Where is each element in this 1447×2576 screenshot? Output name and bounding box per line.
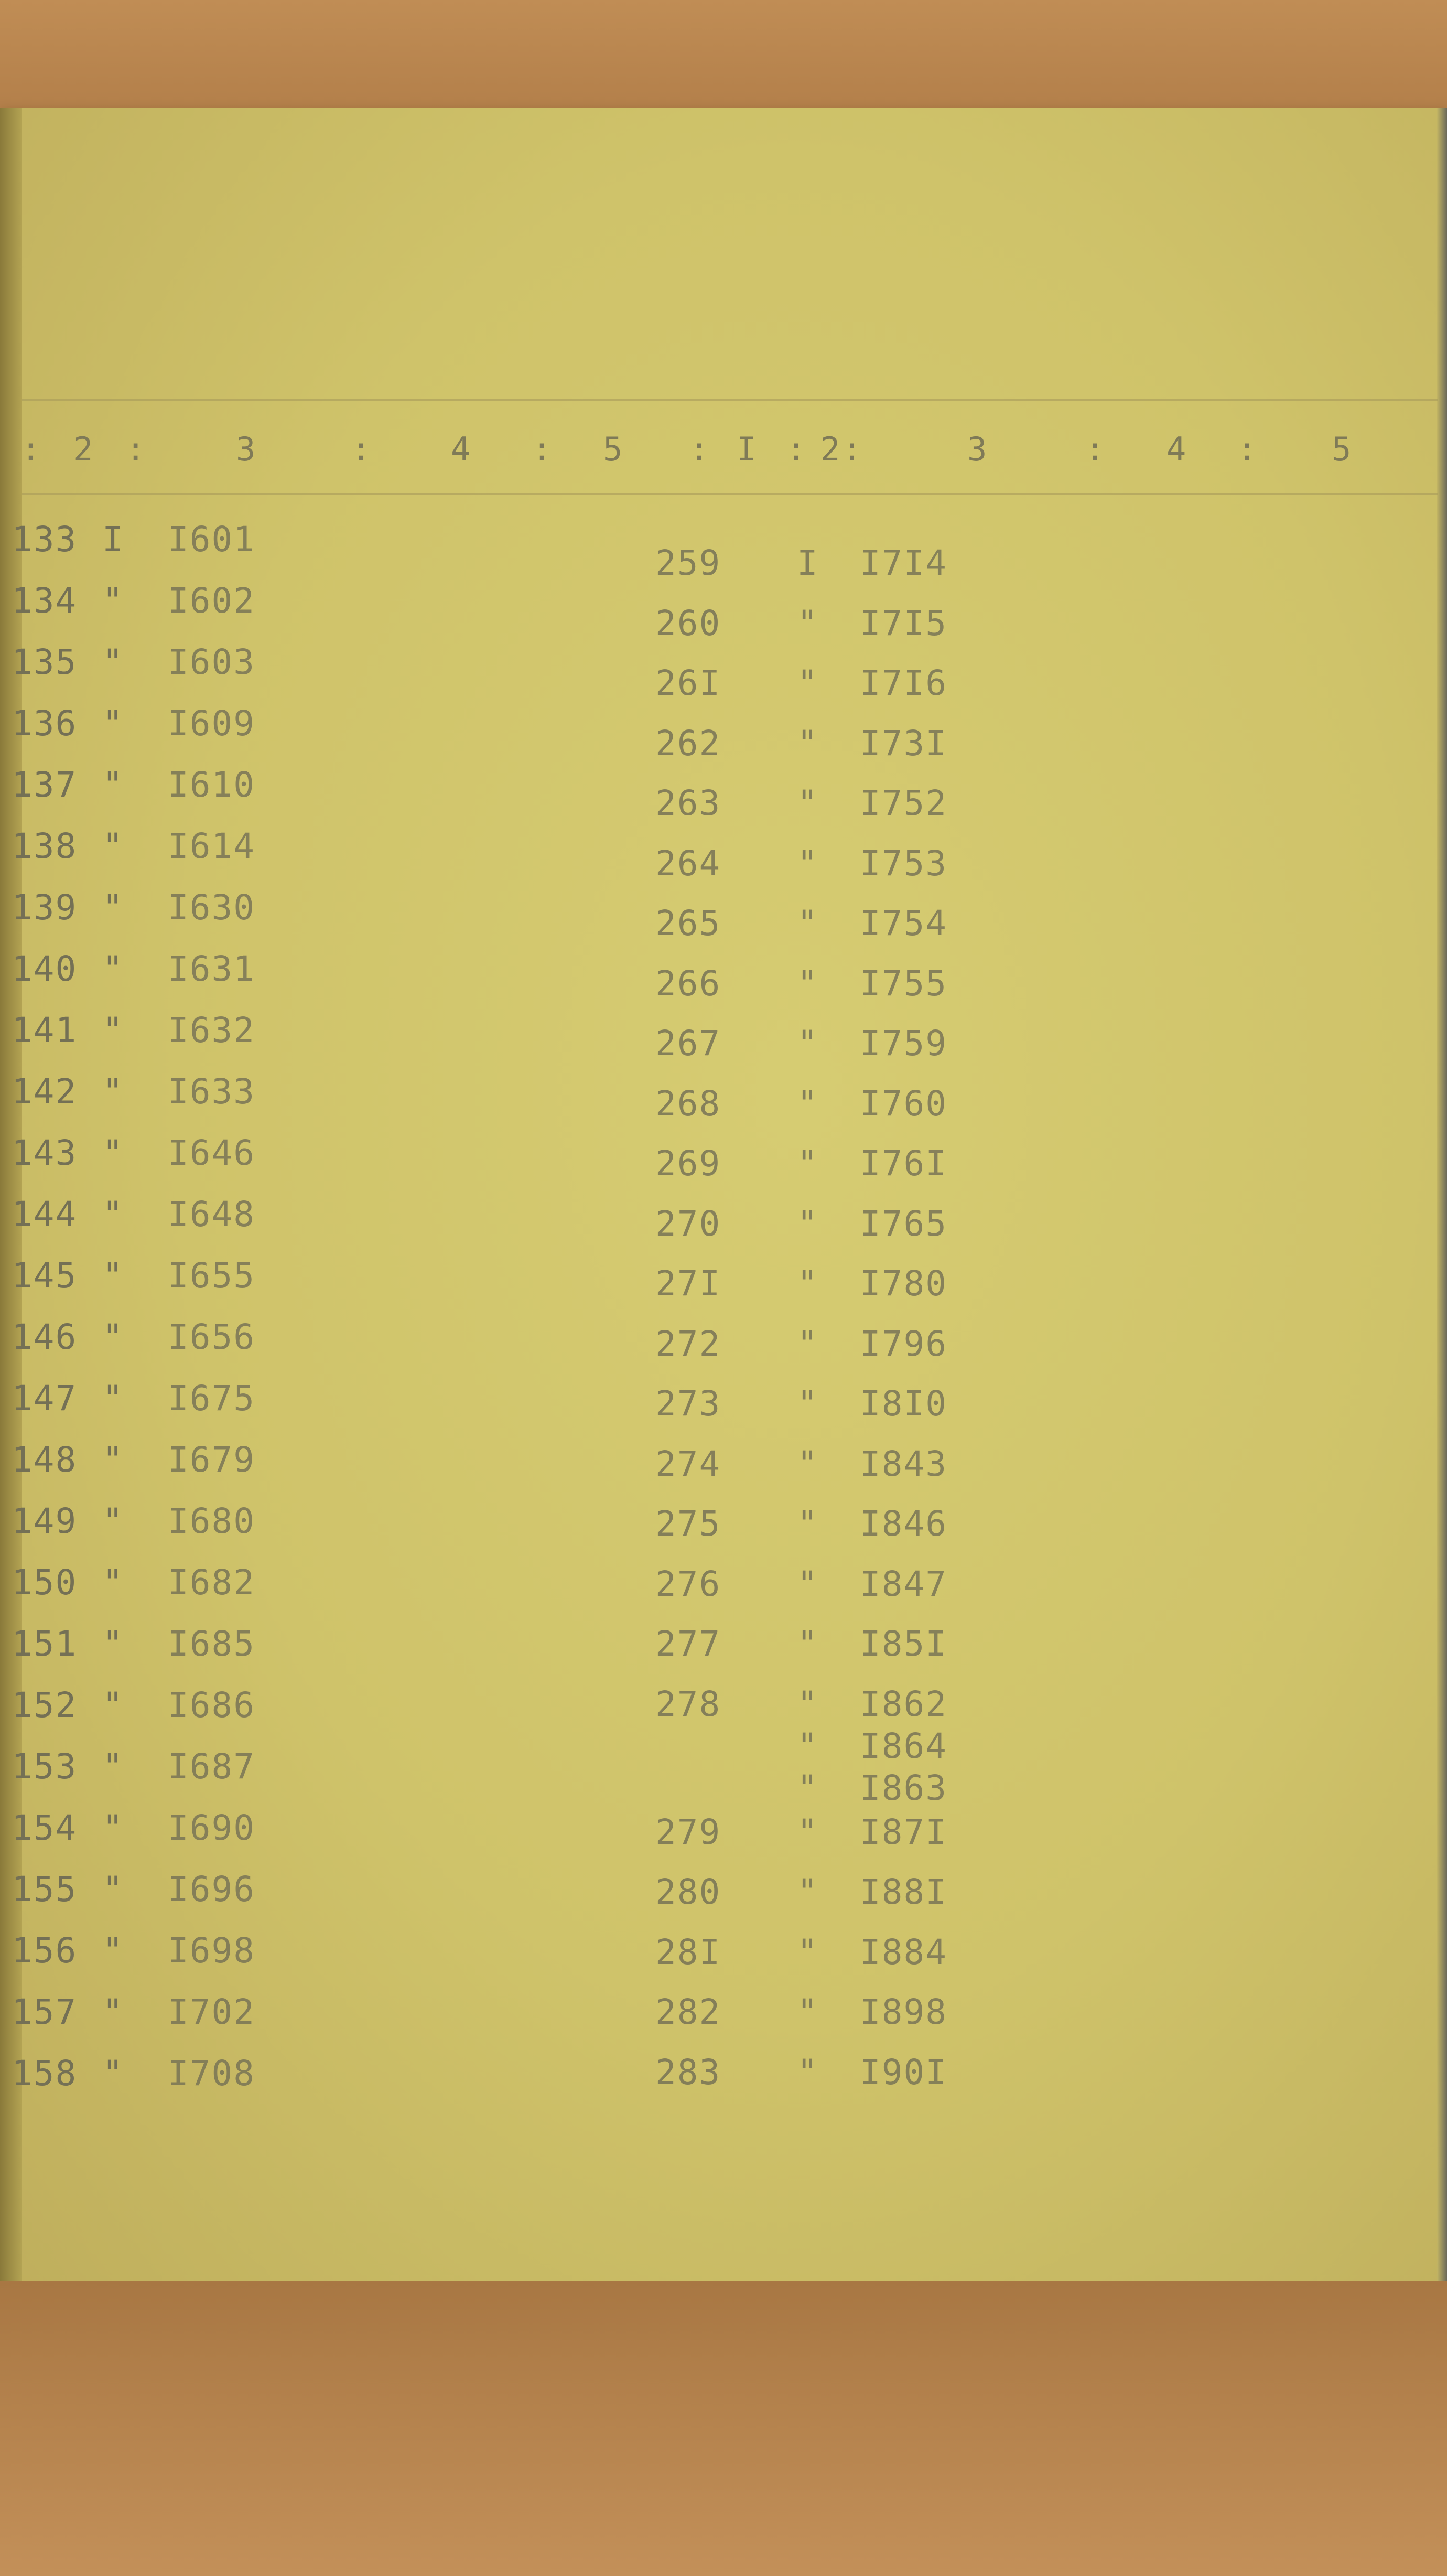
left-row-year: I687 xyxy=(168,1746,255,1787)
right-row-year: I862 xyxy=(860,1683,947,1724)
left-row-no: 157 xyxy=(12,1992,78,2032)
right-row-year: I8I0 xyxy=(860,1383,947,1424)
desk-surface-bottom xyxy=(0,2281,1447,2576)
left-row-no: 133 xyxy=(12,519,78,560)
column-header-10: : xyxy=(786,430,808,468)
right-row-year: I796 xyxy=(860,1323,947,1364)
header-bottom-rule xyxy=(22,493,1438,495)
right-row-mark: " xyxy=(797,2052,819,2092)
right-row-year: I863 xyxy=(860,1767,947,1808)
left-row-year: I682 xyxy=(168,1562,255,1603)
left-row-mark: " xyxy=(102,1378,124,1419)
right-row-no: 270 xyxy=(655,1203,721,1244)
right-row-year: I7I4 xyxy=(860,543,947,583)
left-row-year: I601 xyxy=(168,519,255,560)
left-row-mark: I xyxy=(102,519,124,560)
right-row-mark: " xyxy=(797,1624,819,1664)
left-row-year: I632 xyxy=(168,1010,255,1050)
left-row-no: 147 xyxy=(12,1378,78,1419)
left-row-mark: " xyxy=(102,581,124,621)
header-top-rule xyxy=(22,399,1438,401)
left-row-no: 138 xyxy=(12,826,78,866)
right-row-year: I88I xyxy=(860,1872,947,1912)
left-row-no: 150 xyxy=(12,1562,78,1603)
column-header-7: 5 xyxy=(603,430,625,468)
right-row-no: 264 xyxy=(655,843,721,884)
left-row-no: 155 xyxy=(12,1869,78,1909)
column-header-0: : xyxy=(21,430,43,468)
column-header-13: : xyxy=(1085,430,1107,468)
left-row-no: 148 xyxy=(12,1440,78,1480)
right-row-year: I754 xyxy=(860,903,947,943)
right-row-no: 272 xyxy=(655,1323,721,1364)
right-row-year: I755 xyxy=(860,963,947,1004)
right-row-year: I753 xyxy=(860,843,947,884)
right-row-year: I898 xyxy=(860,1992,947,2032)
left-row-no: 144 xyxy=(12,1194,78,1235)
right-row-year: I76I xyxy=(860,1143,947,1184)
right-row-mark: " xyxy=(797,1023,819,1064)
left-row-year: I602 xyxy=(168,581,255,621)
left-row-mark: " xyxy=(102,1624,124,1664)
left-row-year: I708 xyxy=(168,2053,255,2094)
left-row-year: I631 xyxy=(168,949,255,989)
right-row-mark: " xyxy=(797,1443,819,1484)
left-row-mark: " xyxy=(102,2053,124,2094)
left-row-mark: " xyxy=(102,642,124,682)
left-row-no: 152 xyxy=(12,1685,78,1725)
left-row-mark: " xyxy=(102,1746,124,1787)
right-row-no: 265 xyxy=(655,903,721,943)
right-row-mark: " xyxy=(797,783,819,823)
right-row-no: 266 xyxy=(655,963,721,1004)
right-row-no: 28I xyxy=(655,1931,721,1972)
right-row-mark: " xyxy=(797,1683,819,1724)
right-row-no: 259 xyxy=(655,543,721,583)
left-row-year: I609 xyxy=(168,703,255,744)
column-header-14: 4 xyxy=(1167,430,1189,468)
right-row-no: 277 xyxy=(655,1624,721,1664)
right-row-year: I73I xyxy=(860,723,947,764)
right-row-year: I87I xyxy=(860,1811,947,1852)
left-row-mark: " xyxy=(102,1869,124,1909)
right-row-mark: " xyxy=(797,723,819,764)
column-header-1: 2 xyxy=(73,430,95,468)
right-row-year: I864 xyxy=(860,1725,947,1766)
right-row-year: I90I xyxy=(860,2052,947,2092)
left-row-no: 154 xyxy=(12,1808,78,1848)
right-row-no: 268 xyxy=(655,1083,721,1124)
left-row-no: 149 xyxy=(12,1501,78,1541)
left-row-mark: " xyxy=(102,949,124,989)
right-row-mark: " xyxy=(797,1083,819,1124)
right-row-mark: " xyxy=(797,1504,819,1544)
left-row-mark: " xyxy=(102,826,124,866)
left-row-year: I690 xyxy=(168,1808,255,1848)
right-row-no: 282 xyxy=(655,1992,721,2032)
left-row-mark: " xyxy=(102,1992,124,2032)
left-row-year: I610 xyxy=(168,765,255,805)
right-row-no: 260 xyxy=(655,603,721,643)
right-row-no: 278 xyxy=(655,1683,721,1724)
left-row-year: I696 xyxy=(168,1869,255,1909)
left-row-year: I702 xyxy=(168,1992,255,2032)
column-header-11: 2: xyxy=(820,430,864,468)
desk-surface-top xyxy=(0,0,1447,121)
right-row-year: I7I5 xyxy=(860,603,947,643)
right-row-year: I884 xyxy=(860,1931,947,1972)
right-row-mark: " xyxy=(797,1203,819,1244)
right-row-year: I843 xyxy=(860,1443,947,1484)
left-row-year: I675 xyxy=(168,1378,255,1419)
right-row-mark: " xyxy=(797,903,819,943)
right-row-no: 279 xyxy=(655,1811,721,1852)
left-row-no: 156 xyxy=(12,1930,78,1971)
right-row-year: I752 xyxy=(860,783,947,823)
left-row-year: I656 xyxy=(168,1317,255,1357)
right-row-year: I760 xyxy=(860,1083,947,1124)
left-row-no: 140 xyxy=(12,949,78,989)
column-header-15: : xyxy=(1237,430,1259,468)
right-row-mark: " xyxy=(797,1383,819,1424)
right-row-year: I7I6 xyxy=(860,663,947,703)
left-row-no: 145 xyxy=(12,1255,78,1296)
left-row-mark: " xyxy=(102,765,124,805)
left-row-mark: " xyxy=(102,1194,124,1235)
right-row-no: 263 xyxy=(655,783,721,823)
left-row-mark: " xyxy=(102,1685,124,1725)
right-row-mark: " xyxy=(797,1725,819,1766)
column-header-2: : xyxy=(126,430,148,468)
left-row-no: 139 xyxy=(12,887,78,928)
column-header-12: 3 xyxy=(967,430,989,468)
right-row-year: I85I xyxy=(860,1624,947,1664)
left-row-mark: " xyxy=(102,703,124,744)
right-row-no: 27I xyxy=(655,1263,721,1304)
left-row-no: 135 xyxy=(12,642,78,682)
right-row-no: 26I xyxy=(655,663,721,703)
column-header-6: : xyxy=(532,430,554,468)
left-row-no: 146 xyxy=(12,1317,78,1357)
left-row-year: I633 xyxy=(168,1071,255,1112)
left-row-mark: " xyxy=(102,1808,124,1848)
right-row-mark: " xyxy=(797,963,819,1004)
column-header-9: I xyxy=(737,430,759,468)
right-row-no: 267 xyxy=(655,1023,721,1064)
column-header-4: : xyxy=(351,430,373,468)
right-row-mark: " xyxy=(797,603,819,643)
left-row-year: I603 xyxy=(168,642,255,682)
column-header-8: : xyxy=(689,430,711,468)
right-row-no: 274 xyxy=(655,1443,721,1484)
left-row-year: I614 xyxy=(168,826,255,866)
left-row-no: 158 xyxy=(12,2053,78,2094)
column-header-5: 4 xyxy=(451,430,473,468)
left-row-mark: " xyxy=(102,1071,124,1112)
right-row-mark: I xyxy=(797,543,819,583)
page-right-edge xyxy=(1437,108,1447,2287)
right-row-no: 262 xyxy=(655,723,721,764)
left-row-no: 142 xyxy=(12,1071,78,1112)
right-row-year: I765 xyxy=(860,1203,947,1244)
right-row-mark: " xyxy=(797,1931,819,1972)
right-row-year: I847 xyxy=(860,1563,947,1604)
left-row-mark: " xyxy=(102,1133,124,1173)
right-row-mark: " xyxy=(797,663,819,703)
left-row-mark: " xyxy=(102,1255,124,1296)
left-row-mark: " xyxy=(102,887,124,928)
left-row-year: I685 xyxy=(168,1624,255,1664)
right-row-mark: " xyxy=(797,1143,819,1184)
right-row-year: I759 xyxy=(860,1023,947,1064)
left-row-mark: " xyxy=(102,1317,124,1357)
right-row-no: 273 xyxy=(655,1383,721,1424)
right-row-mark: " xyxy=(797,1872,819,1912)
left-row-year: I655 xyxy=(168,1255,255,1296)
right-row-mark: " xyxy=(797,1767,819,1808)
left-row-no: 134 xyxy=(12,581,78,621)
left-row-no: 137 xyxy=(12,765,78,805)
right-row-no: 275 xyxy=(655,1504,721,1544)
right-row-mark: " xyxy=(797,843,819,884)
left-row-mark: " xyxy=(102,1440,124,1480)
left-row-year: I646 xyxy=(168,1133,255,1173)
left-row-no: 136 xyxy=(12,703,78,744)
left-row-mark: " xyxy=(102,1562,124,1603)
left-row-mark: " xyxy=(102,1010,124,1050)
right-row-no: 276 xyxy=(655,1563,721,1604)
left-row-mark: " xyxy=(102,1501,124,1541)
column-header-3: 3 xyxy=(236,430,258,468)
left-row-no: 151 xyxy=(12,1624,78,1664)
left-row-year: I630 xyxy=(168,887,255,928)
left-row-no: 143 xyxy=(12,1133,78,1173)
right-row-mark: " xyxy=(797,1563,819,1604)
right-row-mark: " xyxy=(797,1323,819,1364)
left-row-no: 153 xyxy=(12,1746,78,1787)
left-row-no: 141 xyxy=(12,1010,78,1050)
left-row-mark: " xyxy=(102,1930,124,1971)
right-row-no: 283 xyxy=(655,2052,721,2092)
left-row-year: I698 xyxy=(168,1930,255,1971)
left-row-year: I686 xyxy=(168,1685,255,1725)
right-row-no: 280 xyxy=(655,1872,721,1912)
left-row-year: I680 xyxy=(168,1501,255,1541)
right-row-mark: " xyxy=(797,1263,819,1304)
right-row-year: I846 xyxy=(860,1504,947,1544)
right-row-mark: " xyxy=(797,1992,819,2032)
right-row-year: I780 xyxy=(860,1263,947,1304)
left-row-year: I679 xyxy=(168,1440,255,1480)
left-row-year: I648 xyxy=(168,1194,255,1235)
right-row-no: 269 xyxy=(655,1143,721,1184)
column-header-16: 5 xyxy=(1332,430,1354,468)
right-row-mark: " xyxy=(797,1811,819,1852)
